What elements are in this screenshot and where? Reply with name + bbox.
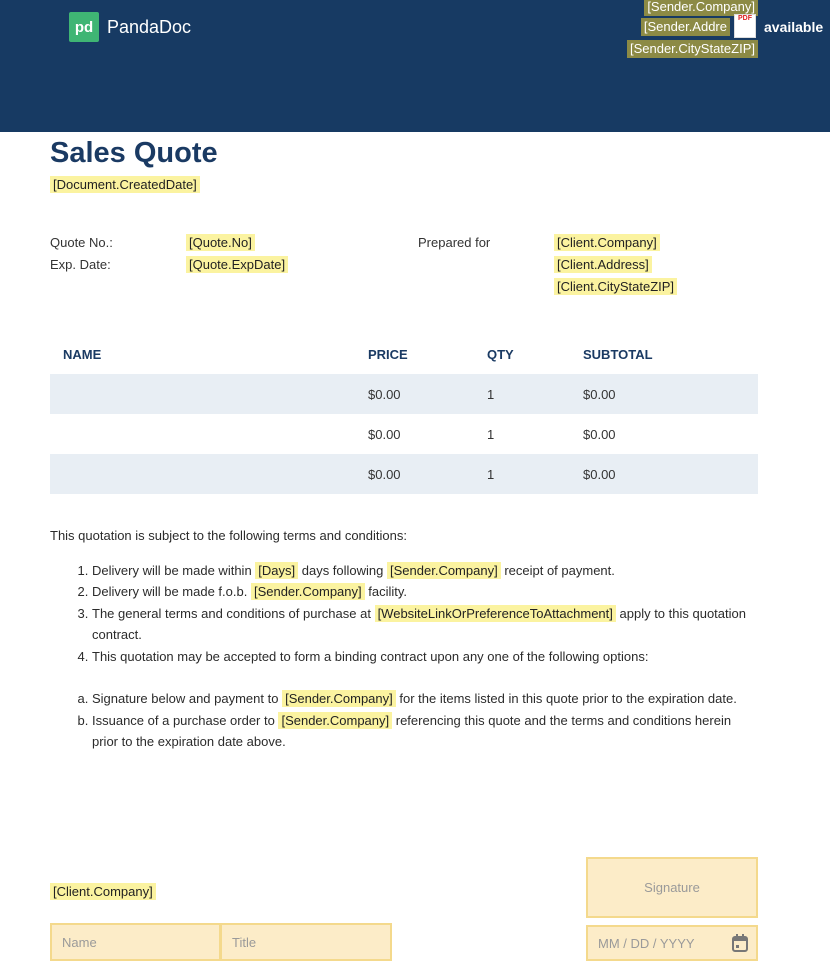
text: This quotation may be accepted to form a binding contract upon any one of the following options: [92,648,649,664]
quote-no-value: [Quote.No] [186,234,255,251]
signature-placeholder: Signature [644,880,700,895]
created-date: [Document.CreatedDate] [50,176,200,193]
pdf-label: PDF [738,15,752,22]
cell-subtotal: $0.00 [583,454,758,494]
logo-text: PandaDoc [107,16,192,37]
list-item [92,688,760,710]
pricing-table [50,334,758,494]
cell-name [50,454,368,494]
calendar-icon[interactable] [732,934,748,952]
col-price: PRICE [368,346,408,362]
pdf-icon[interactable] [734,14,756,38]
cell-subtotal: $0.00 [583,374,758,414]
options-list [50,688,760,753]
date-placeholder: MM / DD / YYYY [598,935,695,951]
date-field[interactable] [586,925,758,961]
available-text: available [764,19,824,35]
text: receipt of payment. [500,562,615,578]
sender-citystatezip: [Sender.CityStateZIP] [627,40,758,58]
client-citystatezip: [Client.CityStateZIP] [554,278,677,295]
signer-client-company: [Client.Company] [50,883,156,900]
text: facility. [364,584,408,599]
list-item [92,603,760,646]
cell-subtotal: $0.00 [583,426,616,442]
header-banner [0,0,830,132]
sender-address: [Sender.Addre [641,18,730,36]
cell-qty: 1 [487,374,583,414]
text: referencing this quote and the terms and conditions herein prior to the expiration date above. [92,712,732,749]
text: Delivery will be made f.o.b. [92,584,251,599]
signature-field[interactable] [586,857,758,918]
name-field[interactable] [50,923,221,961]
list-item [92,560,760,582]
client-address: [Client.Address] [554,256,652,273]
sender-company: [Sender.Company] [644,0,758,16]
cell-name [50,414,368,454]
table-row [50,414,758,454]
cell-qty: 1 [487,426,495,442]
col-subtotal: SUBTOTAL [583,346,653,362]
text: apply to this quotation contract. [92,605,746,642]
name-placeholder: Name [62,934,97,950]
col-name: NAME [63,346,102,362]
text: The general terms and conditions of purchase at [92,605,375,621]
title-placeholder: Title [232,934,257,950]
page-title: Sales Quote [50,137,218,169]
website-token: [WebsiteLinkOrPreferenceToAttachment] [375,605,616,622]
terms-intro: This quotation is subject to the following terms and conditions: [50,528,407,543]
cell-qty: 1 [487,454,583,494]
text: Delivery will be made within [92,562,256,578]
cell-price: $0.00 [368,374,487,414]
days-token: [Days] [255,562,298,579]
exp-date-label: Exp. Date: [50,257,111,272]
list-item [92,581,760,603]
sender-token: [Sender.Company] [278,712,392,729]
title-field[interactable] [220,923,392,961]
pandadoc-logo-icon: pd [69,12,99,42]
pandadoc-logo [69,12,191,42]
prepared-for-label: Prepared for [418,235,491,250]
quote-no-label: Quote No.: [50,235,113,250]
text: Signature below and payment to [92,691,283,706]
table-header [50,334,758,374]
col-qty: QTY [487,346,514,362]
exp-date-value: [Quote.ExpDate] [186,256,288,273]
sender-token: [Sender.Company] [387,562,501,579]
cell-price: $0.00 [368,454,487,494]
text: Issuance of a purchase order to [92,712,279,728]
sender-token: [Sender.Company] [282,690,396,707]
terms-list [50,560,760,668]
table-row [50,374,758,414]
client-company: [Client.Company] [554,234,660,251]
cell-name [50,374,368,414]
table-row [50,454,758,494]
text: for the items listed in this quote prior to the expiration date. [395,691,737,706]
cell-price: $0.00 [368,426,401,442]
sender-token: [Sender.Company] [251,583,365,600]
text: days following [298,562,388,578]
terms-section [50,525,760,753]
list-item [92,710,760,753]
list-item [92,646,760,668]
